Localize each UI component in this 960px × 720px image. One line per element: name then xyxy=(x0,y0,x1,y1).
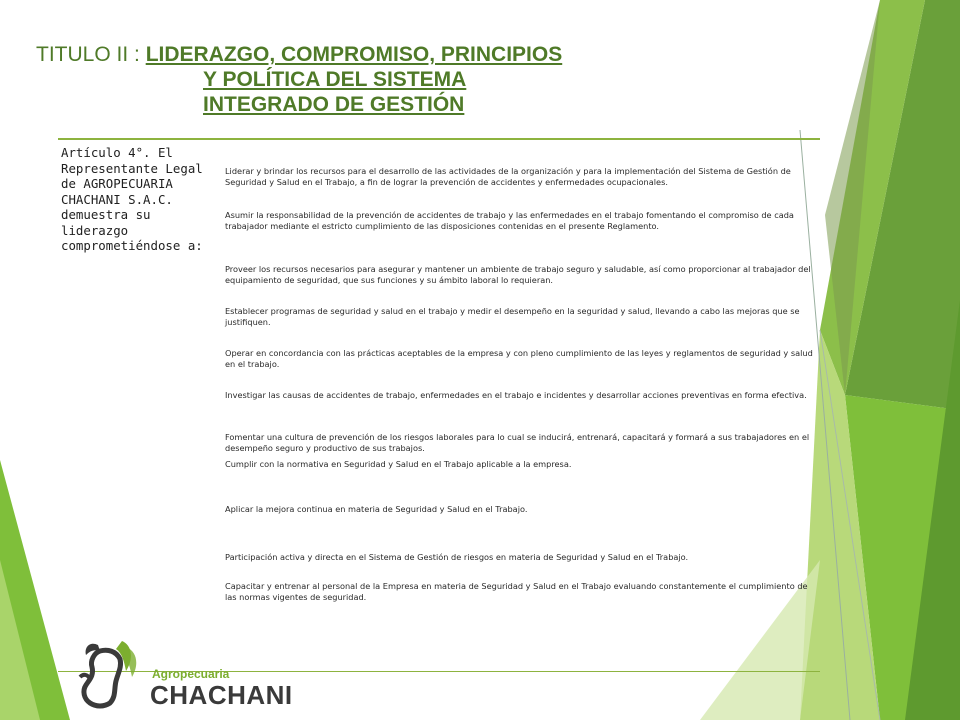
logo-name: CHACHANI xyxy=(150,680,293,710)
title-line-1: LIDERAZGO, COMPROMISO, PRINCIPIOS xyxy=(145,43,563,66)
title-prefix: TITULO II : xyxy=(36,43,146,66)
list-item: Cumplir con la normativa en Seguridad y Salud en el Trabajo aplicable a la empresa. xyxy=(225,459,572,469)
list-item: Proveer los recursos necesarios para asegurar y mantener un ambiente de trabajo seguro y saludable, así como proporcionar al trabajador del equipamiento de seguridad, que sus funciones y su ámbito laboral lo requieran. xyxy=(225,264,811,285)
list-item: Operar en concordancia con las prácticas aceptables de la empresa y con pleno cumplimiento de las leyes y reglamentos de seguridad y salud en el trabajo. xyxy=(225,348,813,369)
logo-subtitle: Agropecuaria xyxy=(152,667,230,681)
list-item: Liderar y brindar los recursos para el desarrollo de las actividades de la organización y para la implementación del Sistema de Gestión de Seguridad y Salud en el Trabajo, a fin de lograr la prevención de accidentes y enfermedades ocupacionales. xyxy=(225,166,791,187)
list-item: Capacitar y entrenar al personal de la Empresa en materia de Seguridad y Salud en el Trabajo evaluando constantemente el cumplimiento de las normas vigentes de seguridad. xyxy=(225,581,808,602)
list-item: Asumir la responsabilidad de la prevención de accidentes de trabajo y las enfermedades en el trabajo fomentando el compromiso de cada trabajador mediante el estricto cumplimiento de las disposiciones contenidas en el presente Reglamento. xyxy=(225,210,794,231)
list-item: Participación activa y directa en el Sistema de Gestión de riesgos en materia de Seguridad y Salud en el Trabajo. xyxy=(225,552,689,562)
page-title xyxy=(36,42,736,117)
list-item: Fomentar una cultura de prevención de los riesgos laborales para lo cual se inducirá, entrenará, capacitará y formará a sus trabajadores en el desempeño seguro y productivo de sus trabajos. xyxy=(225,432,810,453)
list-item: Establecer programas de seguridad y salud en el trabajo y medir el desempeño en la seguridad y salud, llevando a cabo las mejoras que se justifiquen. xyxy=(225,306,800,327)
list-item: Investigar las causas de accidentes de trabajo, enfermedades en el trabajo e incidentes y desarrollar acciones preventivas en forma efectiva. xyxy=(225,390,807,400)
article-heading: Artículo 4°. El Representante Legal de AGROPECUARIA CHACHANI S.A.C. demuestra su liderazgo comprometiéndose a: xyxy=(61,145,203,253)
title-divider xyxy=(58,138,820,140)
title-line-2: Y POLÍTICA DEL SISTEMA xyxy=(203,68,467,91)
list-item: Aplicar la mejora continua en materia de Seguridad y Salud en el Trabajo. xyxy=(225,504,528,514)
title-line-3: INTEGRADO DE GESTIÓN xyxy=(203,93,465,116)
